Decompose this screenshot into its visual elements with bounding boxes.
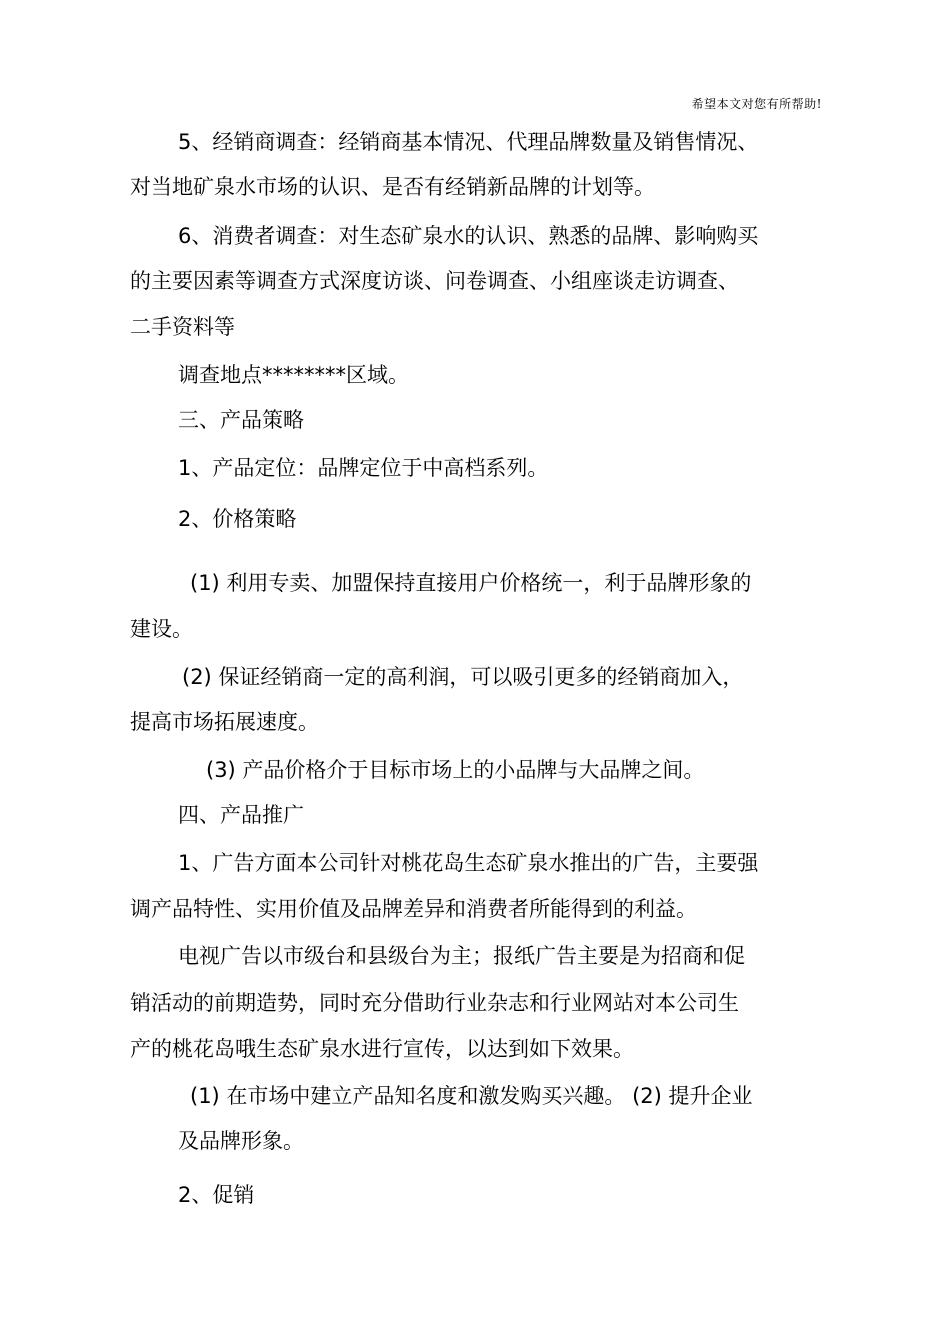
paragraph-line: 1、广告方面本公司针对桃花岛生态矿泉水推出的广告，主要强 (178, 851, 759, 875)
subsection-heading: 2、促销 (178, 1183, 255, 1207)
paragraph-line: 电视广告以市级台和县级台为主；报纸广告主要是为招商和促 (178, 944, 745, 968)
paragraph-line: 调产品特性、实用价值及品牌差异和消费者所能得到的利益。 (130, 897, 697, 921)
paragraph-line: 二手资料等 (130, 315, 235, 339)
paragraph-line: (1) 在市场中建立产品知名度和激发购买兴趣。 (2) 提升企业 (190, 1084, 753, 1108)
page-header-note: 希望本文对您有所帮助! (691, 97, 822, 111)
subsection-heading: 2、价格策略 (178, 507, 297, 531)
paragraph-line: 5、经销商调查：经销商基本情况、代理品牌数量及销售情况、 (178, 130, 759, 154)
section-heading: 三、产品策略 (178, 408, 304, 432)
paragraph-line: 的主要因素等调查方式深度访谈、问卷调查、小组座谈走访调查、 (130, 269, 739, 293)
paragraph-line: 销活动的前期造势，同时充分借助行业杂志和行业网站对本公司生 (130, 991, 739, 1015)
paragraph-line: (2) 保证经销商一定的高利润，可以吸引更多的经销商加入， (182, 665, 744, 689)
paragraph-line: 对当地矿泉水市场的认识、是否有经销新品牌的计划等。 (130, 175, 655, 199)
paragraph-line: 6、消费者调查：对生态矿泉水的认识、熟悉的品牌、影响购买 (178, 224, 759, 248)
paragraph-line: 调查地点********区域。 (178, 363, 409, 387)
paragraph-line: (3) 产品价格介于目标市场上的小品牌与大品牌之间。 (206, 758, 705, 782)
paragraph-line: 1、产品定位：品牌定位于中高档系列。 (178, 456, 549, 480)
section-heading: 四、产品推广 (178, 803, 304, 827)
paragraph-line: 及品牌形象。 (178, 1129, 304, 1153)
paragraph-line: 产的桃花岛哦生态矿泉水进行宣传，以达到如下效果。 (130, 1037, 634, 1061)
paragraph-line: (1) 利用专卖、加盟保持直接用户价格统一，利于品牌形象的 (190, 571, 752, 595)
paragraph-line: 建设。 (130, 617, 193, 641)
paragraph-line: 提高市场拓展速度。 (130, 710, 319, 734)
